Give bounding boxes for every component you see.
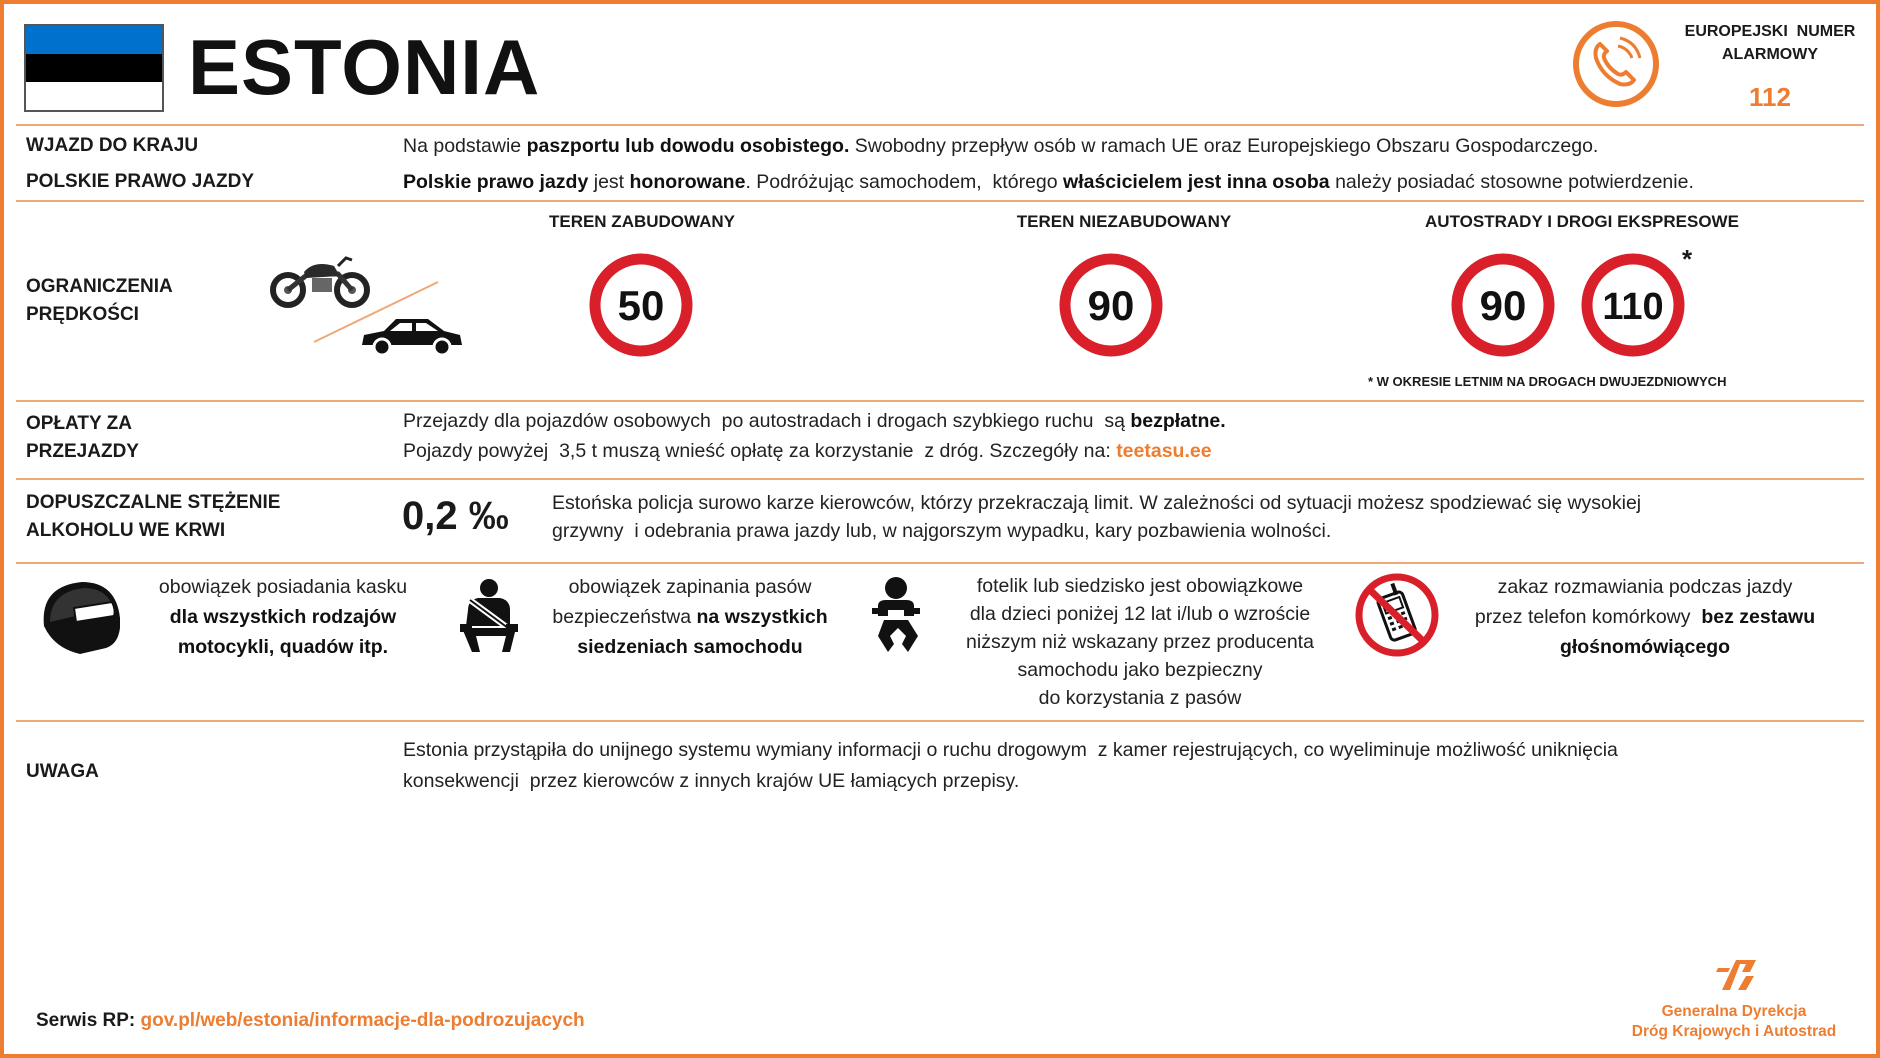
speed-sign-highway-summer [1580, 252, 1686, 358]
divider [16, 400, 1864, 402]
emergency-label-line-1: EUROPEJSKI NUMER [1684, 23, 1856, 40]
child-seat-rule [930, 572, 1350, 712]
license-label: POLSKIE PRAWO JAZDY [26, 171, 255, 192]
entry-text-2: Swobodny przepływ osób w ramach UE oraz Europejskiego Obszaru Gospodarczego. [849, 135, 1599, 157]
seatbelt-rule-line-2: bezpieczeństwa [552, 606, 697, 628]
speed-urban-value: 50 [617, 282, 665, 329]
speed-highway-title: AUTOSTRADY I DROGI EKSPRESOWE [1425, 212, 1739, 231]
alcohol-value: 0,2 ‰ [402, 494, 509, 538]
entry-bold-1: paszportu lub dowodu osobistego. [526, 135, 850, 157]
speed-sign-highway [1450, 252, 1556, 358]
gddkia-logo-icon [1716, 954, 1762, 994]
license-text-1: jest [588, 171, 630, 193]
speed-highway-value-2: 110 [1602, 286, 1664, 328]
speed-highway-value-1: 90 [1479, 282, 1527, 329]
alcohol-line-2: grzywny i odebrania prawa jazdy lub, w najgorszym wypadku, kary pozbawienia wolności. [552, 520, 1332, 542]
phone-rule-line-1: zakaz rozmawiania podczas jazdy [1497, 576, 1793, 598]
note-line-2: konsekwencji przez kierowców z innych krajów UE łamiących przepisy. [403, 770, 1020, 792]
child-rule-line-5: do korzystania z pasów [1038, 687, 1242, 709]
tolls-line-2-text: Pojazdy powyżej 3,5 t muszą wnieść opłatę za korzystanie z dróg. Szczegóły na: [403, 440, 1117, 462]
divider [16, 562, 1864, 564]
speed-rural-title: TEREN NIEZABUDOWANY [1016, 212, 1232, 231]
license-text-3: należy posiadać stosowne potwierdzenie. [1329, 171, 1694, 193]
page-title: ESTONIA [188, 23, 541, 111]
helmet-rule-bold-1: dla wszystkich rodzajów [169, 606, 397, 628]
license-bold-3: właścicielem jest inna osoba [1063, 171, 1330, 193]
tolls-label-line-2: PRZEJAZDY [26, 441, 139, 462]
alcohol-label-line-2: ALKOHOLU WE KRWI [26, 520, 226, 541]
tolls-line-1-bold: bezpłatne. [1130, 410, 1226, 432]
entry-text-1: Na podstawie [403, 135, 527, 157]
license-text-2: . Podróżując samochodem, którego [745, 171, 1064, 193]
child-rule-line-2: dla dzieci poniżej 12 lat i/lub o wzroście [969, 603, 1311, 625]
speed-sign-rural [1058, 252, 1164, 358]
speed-footnote: * W OKRESIE LETNIM NA DROGACH DWUJEZDNIOWYCH [1368, 374, 1727, 389]
license-bold-2: honorowane [629, 171, 746, 193]
speed-label-line-2: PRĘDKOŚCI [26, 304, 139, 325]
emergency-number: 112 [1749, 82, 1791, 112]
tolls-label-line-1: OPŁATY ZA [26, 413, 132, 434]
tolls-link[interactable]: teetasu.ee [1116, 440, 1212, 462]
speed-label-line-1: OGRANICZENIA [26, 276, 173, 297]
license-bold-1: Polskie prawo jazdy [403, 171, 589, 193]
seatbelt-rule-bold-3: siedzeniach samochodu [577, 636, 803, 658]
alcohol-label-line-1: DOPUSZCZALNE STĘŻENIE [26, 492, 281, 513]
speed-urban-title: TEREN ZABUDOWANY [548, 212, 736, 231]
alcohol-label [26, 489, 280, 545]
divider [16, 478, 1864, 480]
tolls-line-2 [403, 437, 1212, 465]
speed-asterisk: * [1682, 244, 1693, 274]
gddkia-name [1594, 1002, 1874, 1042]
license-text [403, 168, 1694, 196]
tolls-line-1-text: Przejazdy dla pojazdów osobowych po autostradach i drogach szybkiego ruchu są [403, 410, 1131, 432]
child-rule-line-1: fotelik lub siedzisko jest obowiązkowe [976, 575, 1304, 597]
phone-rule-line-2: przez telefon komórkowy [1474, 606, 1702, 628]
service-label: Serwis RP: [36, 1010, 141, 1031]
child-icon [868, 576, 924, 652]
seatbelt-rule-bold-2: na wszystkich [696, 606, 828, 628]
phone-icon [1570, 18, 1662, 110]
phone-rule-bold-3: głośnomówiącego [1559, 636, 1731, 658]
phone-rule [1452, 572, 1838, 662]
divider [16, 200, 1864, 202]
service-link[interactable]: gov.pl/web/estonia/informacje-dla-podrozujacych [140, 1010, 585, 1031]
seatbelt-icon [456, 578, 522, 654]
entry-text [403, 132, 1598, 160]
speed-label [26, 273, 173, 329]
helmet-rule-line-1: obowiązek posiadania kasku [158, 576, 408, 598]
helmet-icon [36, 576, 122, 656]
helmet-rule-bold-2: motocykli, quadów itp. [177, 636, 389, 658]
speed-sign-urban [588, 252, 694, 358]
no-phone-icon [1354, 572, 1440, 658]
emergency-label-line-2: ALARMOWY [1722, 46, 1818, 63]
seatbelt-rule [540, 572, 840, 662]
seatbelt-rule-line-1: obowiązek zapinania pasów [568, 576, 812, 598]
speed-rural-value: 90 [1087, 282, 1135, 329]
estonia-flag [24, 24, 164, 112]
divider [16, 720, 1864, 722]
tolls-line-1 [403, 407, 1226, 435]
helmet-rule [138, 572, 428, 662]
phone-rule-bold-2: bez zestawu [1701, 606, 1816, 628]
child-rule-line-4: samochodu jako bezpieczny [1017, 659, 1263, 681]
divider [16, 124, 1864, 126]
gddkia-name-line-1: Generalna Dyrekcja [1661, 1003, 1807, 1020]
service-footer [36, 1010, 585, 1032]
alcohol-line-1: Estońska policja surowo karze kierowców, którzy przekraczają limit. W zależności od sytuacji możesz spodziewać się wysokiej [552, 492, 1642, 514]
car-icon [360, 315, 464, 357]
note-label: UWAGA [26, 761, 99, 782]
child-rule-line-3: niższym niż wskazany przez producenta [966, 631, 1314, 653]
gddkia-name-line-2: Dróg Krajowych i Autostrad [1631, 1023, 1837, 1040]
note-line-1: Estonia przystąpiła do unijnego systemu wymiany informacji o ruchu drogowym z kamer rejestrujących, co wyeliminuje możliwość uniknięcia [403, 739, 1618, 761]
tolls-label [26, 410, 139, 466]
entry-label: WJAZD DO KRAJU [26, 135, 199, 156]
emergency-label [1680, 20, 1860, 66]
